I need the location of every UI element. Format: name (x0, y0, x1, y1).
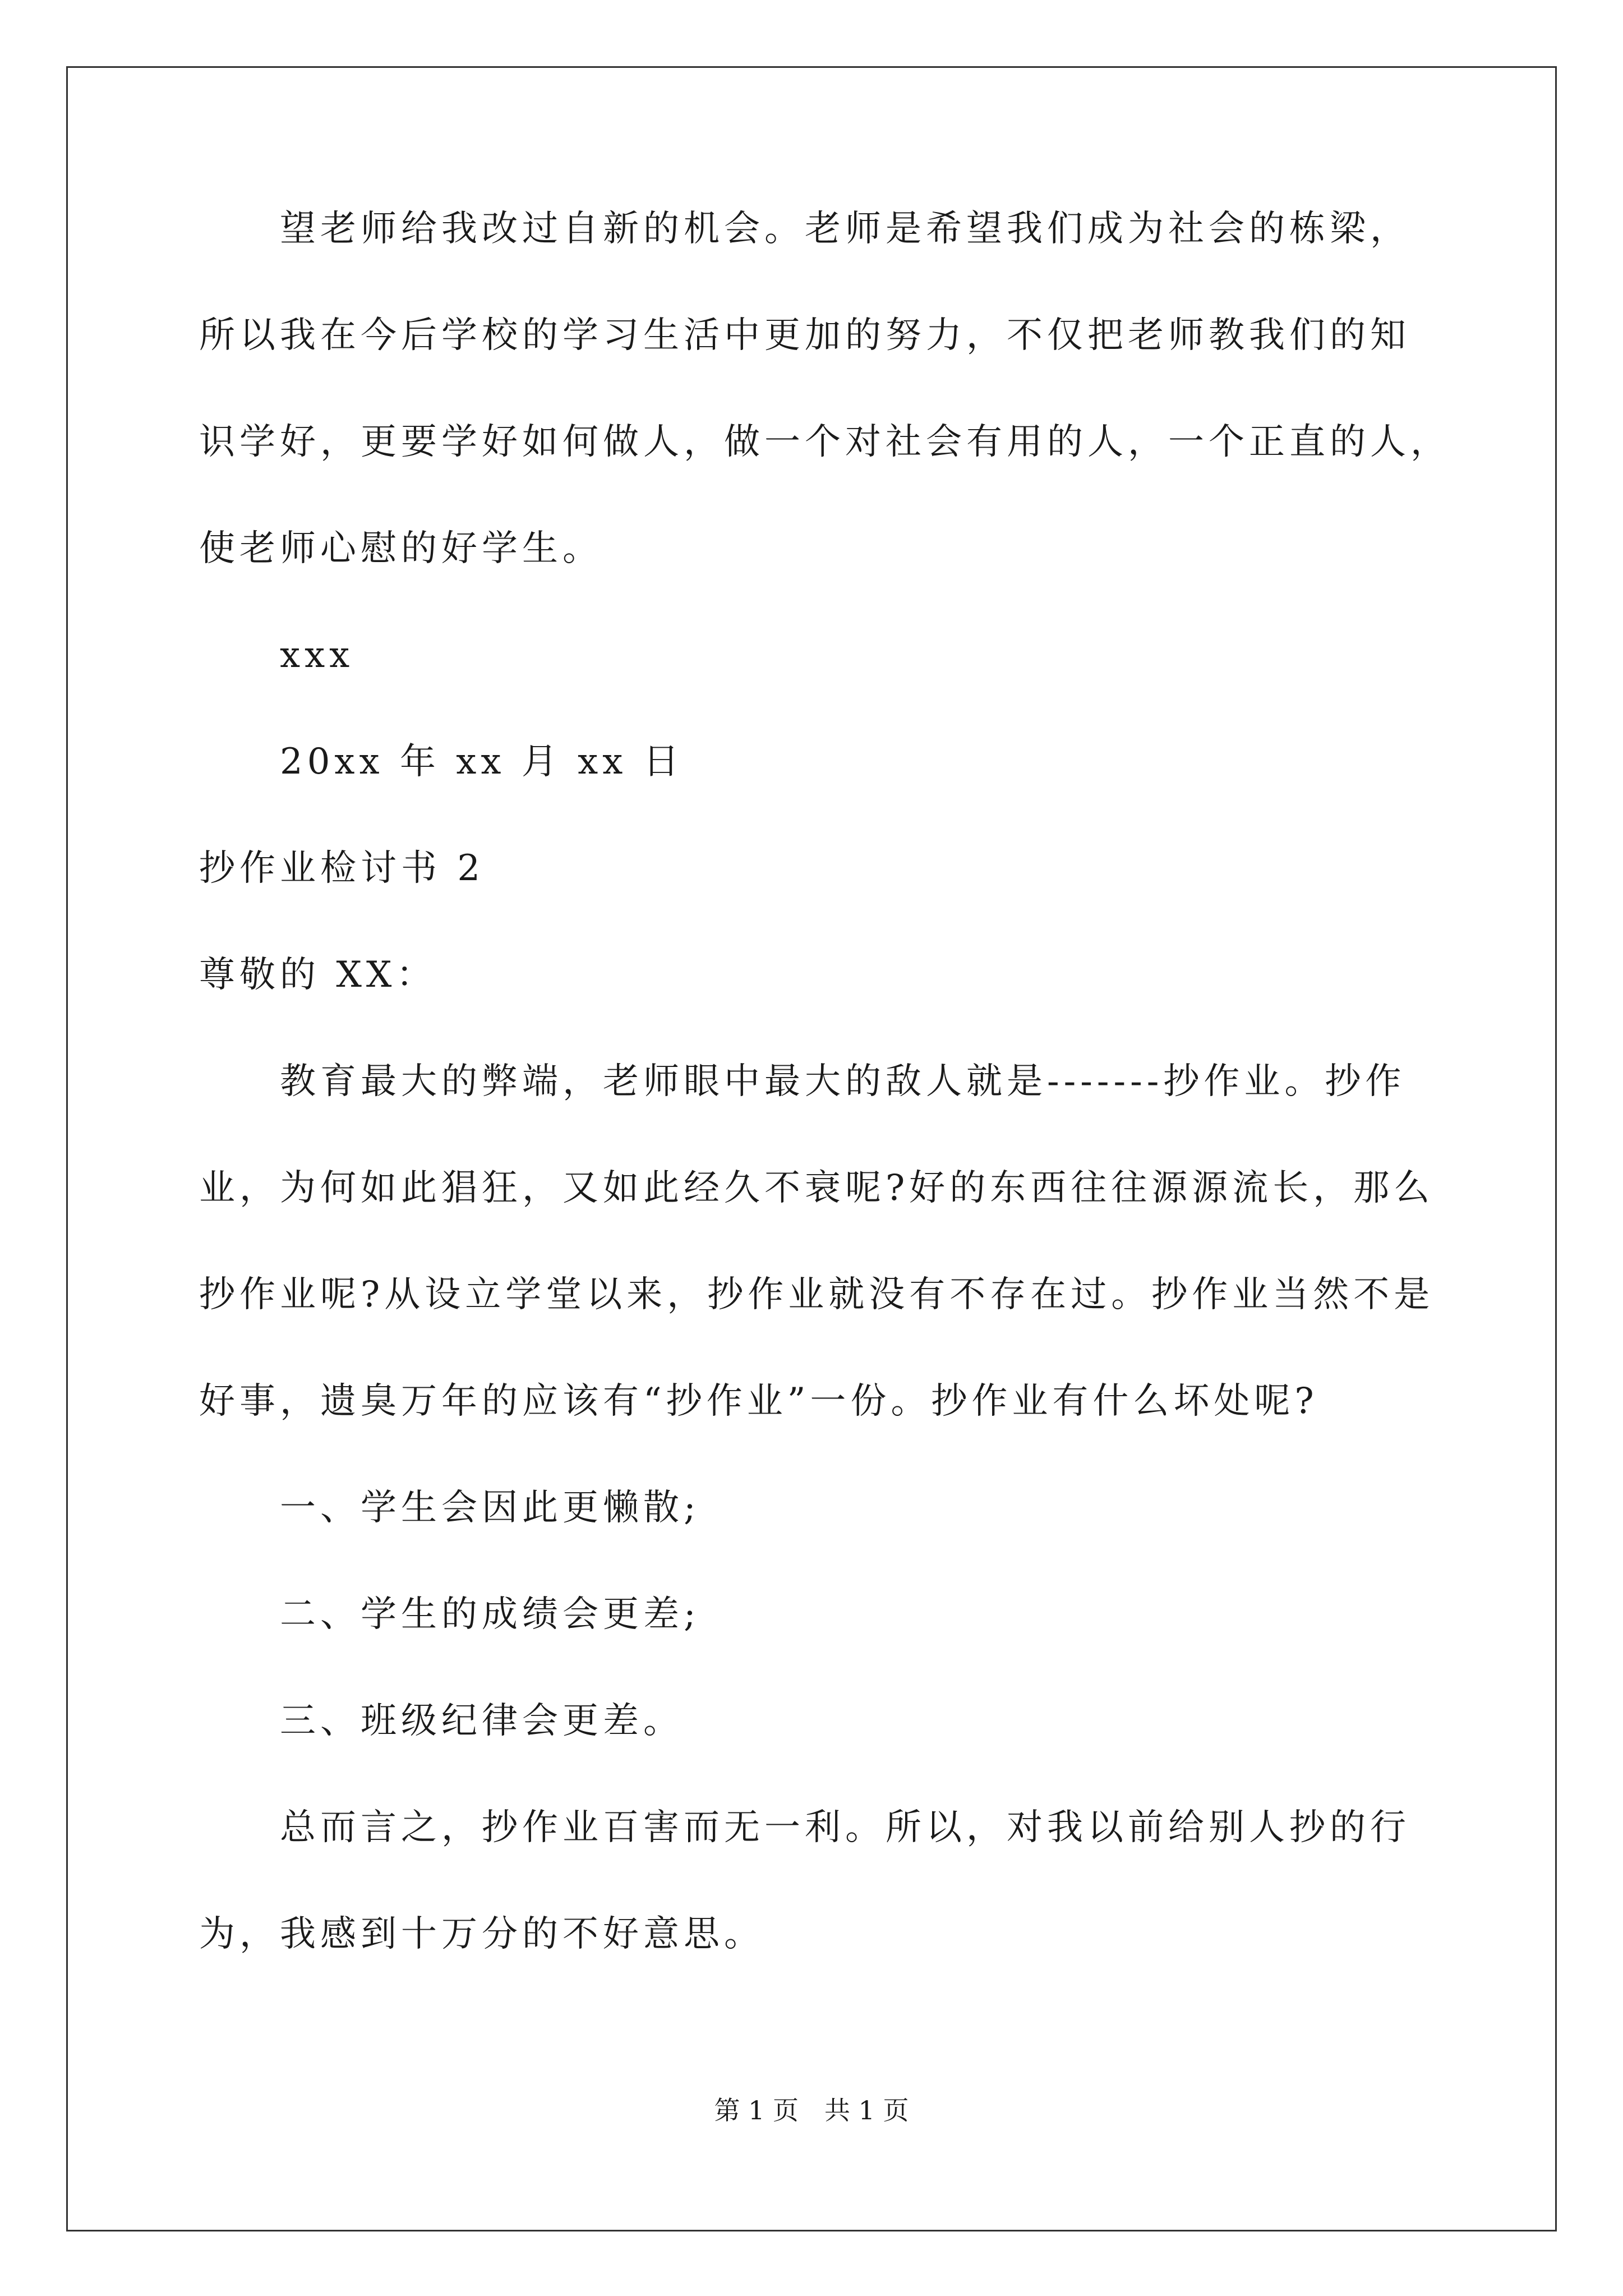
list-item: 二、学生的成绩会更差; (199, 1594, 700, 1635)
text-line: 好事，遗臭万年的应该有“抄作业”一份。抄作业有什么坏处呢? (199, 1381, 1318, 1422)
text-line: 抄作业呢?从设立学堂以来，抄作业就没有不存在过。抄作业当然不是 (199, 1274, 1435, 1315)
page-number-footer: 第 1 页 共 1 页 (714, 2095, 909, 2125)
page-border (66, 66, 1557, 2231)
list-item: 三、班级纪律会更差。 (199, 1700, 684, 1742)
text-line: 所以我在今后学校的学习生活中更加的努力，不仅把老师教我们的知 (199, 315, 1410, 356)
signature-name: xxx (199, 634, 354, 676)
text-line: 总而言之，抄作业百害而无一利。所以，对我以前给别人抄的行 (199, 1807, 1410, 1848)
text-line: 望老师给我改过自新的机会。老师是希望我们成为社会的栋梁， (199, 208, 1410, 250)
text-line: 识学好，更要学好如何做人，做一个对社会有用的人，一个正直的人， (199, 421, 1451, 463)
section-title: 抄作业检讨书 2 (199, 848, 485, 889)
salutation: 尊敬的 XX： (199, 954, 437, 996)
list-item: 一、学生会因此更懒散; (199, 1487, 700, 1529)
text-line: 使老师心慰的好学生。 (199, 528, 603, 569)
text-line: 业，为何如此猖狂，又如此经久不衰呢?好的东西往往源源流长，那么 (199, 1167, 1435, 1209)
signature-date: 20xx 年 xx 月 xx 日 (199, 741, 684, 783)
text-line: 为，我感到十万分的不好意思。 (199, 1913, 764, 1955)
text-line: 教育最大的弊端，老师眼中最大的敌人就是-------抄作业。抄作 (199, 1061, 1406, 1102)
